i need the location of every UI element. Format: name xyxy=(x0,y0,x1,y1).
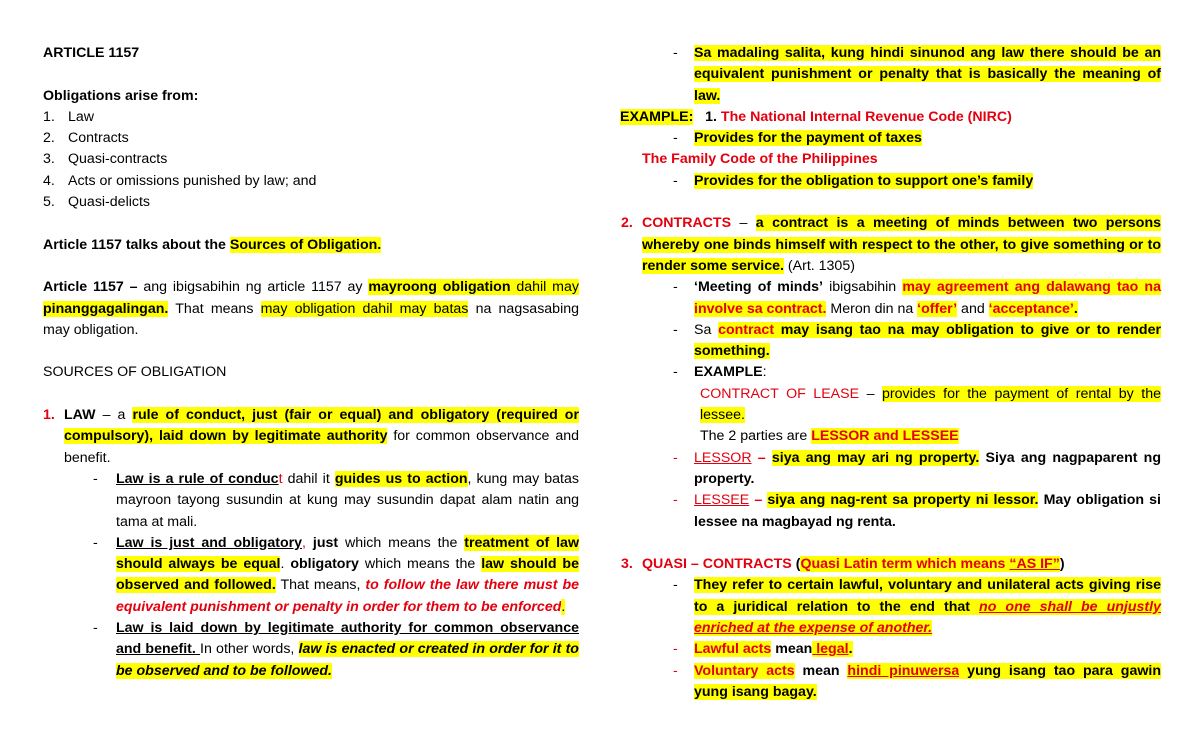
quasi-latin: Quasi Latin term which means xyxy=(800,556,1010,573)
b3-d: law is enacted or created in order for it to be observed and to be followed. xyxy=(116,641,579,679)
list-item xyxy=(43,107,579,128)
q2-b: mean xyxy=(771,641,813,658)
right-column xyxy=(621,43,1161,703)
list-item xyxy=(43,171,579,192)
law-definition-rest: for common observance and benefit. xyxy=(64,428,579,466)
article-definition xyxy=(43,277,579,341)
lessee-label: LESSEE xyxy=(694,492,750,509)
c3-a: EXAMPLE xyxy=(694,364,763,381)
c3-b: : xyxy=(762,364,767,381)
lessor-def: siya ang may ari ng property. xyxy=(771,449,980,466)
q1-b: no one shall be unjustly enriched at the expense of another. xyxy=(694,598,1161,637)
list-number: 1. xyxy=(43,108,55,125)
law-continuation xyxy=(621,43,1161,107)
def-f: That means xyxy=(168,300,261,317)
contracts-bullet-2 xyxy=(621,320,1161,363)
lessee-def: siya ang nag-rent sa property ni lessor. xyxy=(767,492,1039,509)
law-bullet-3 xyxy=(43,618,579,682)
b2-d: which means the xyxy=(338,534,465,551)
b2-h: which means the xyxy=(358,556,482,573)
quasi-paren-open: ( xyxy=(791,556,801,573)
def-b: ang ibigsabihin ng article 1157 ay xyxy=(137,279,369,296)
bullet-dash: - xyxy=(673,45,678,61)
q1-a: They refer to certain lawful, voluntary and unilateral acts giving rise to a juridical relation to the end that xyxy=(694,577,1161,615)
list-number: 2. xyxy=(43,130,55,147)
list-item xyxy=(43,149,579,170)
parties-text: The 2 parties are xyxy=(700,428,812,445)
example-line xyxy=(620,107,1161,128)
lessor-dash: – xyxy=(751,449,772,466)
bullet-dash: - xyxy=(673,364,678,381)
example-number: 1. xyxy=(705,108,717,125)
bullet-dash: - xyxy=(673,662,678,679)
b2-i: law should be observed and followed. xyxy=(116,556,579,594)
quasi-section xyxy=(621,554,1161,575)
b2-g: obligatory xyxy=(290,556,359,573)
bullet-dash: - xyxy=(673,130,678,147)
c1-h: . xyxy=(1073,300,1078,317)
q3-d: yung isang tao para gawin yung isang bagay. xyxy=(694,662,1161,700)
lease-dash: – xyxy=(859,385,882,402)
law-cont-text: Sa madaling salita, kung hindi sinunod ang law there should be an equivalent punishment or penalty that is basically the meaning of law. xyxy=(694,45,1161,104)
law-dash: – a xyxy=(95,407,133,424)
contracts-bullet-3 xyxy=(621,362,1161,383)
def-h: na nagsasabing may obligation. xyxy=(43,300,580,338)
bullet-dash: - xyxy=(673,641,678,658)
b2-k: to follow the law there must be equivalent punishment or penalty in order for them to be enforced xyxy=(116,577,580,615)
contracts-dash: – xyxy=(731,215,756,232)
quasi-bullet-2 xyxy=(621,639,1161,660)
c1-e: ‘offer’ xyxy=(917,300,958,317)
family-code-title: The Family Code of the Philippines xyxy=(642,151,878,168)
c2-b: contract xyxy=(718,321,775,338)
bullet-dash: - xyxy=(673,321,678,338)
bullet-dash: - xyxy=(673,172,678,189)
c2-c: may isang tao na may obligation to give or to render something. xyxy=(694,321,1161,360)
left-column xyxy=(43,43,579,682)
bullet-dash: - xyxy=(673,492,678,509)
c1-b: ibigsabihin xyxy=(822,279,903,296)
def-e: pinanggagalingan. xyxy=(43,300,169,317)
b2-f: . xyxy=(280,556,291,573)
bullet-dash: - xyxy=(673,577,678,594)
bullet-dash: - xyxy=(673,449,678,466)
list-number: 5. xyxy=(43,194,55,211)
list-text: Quasi-contracts xyxy=(68,151,168,168)
c1-d: Meron din na xyxy=(826,300,918,317)
b3-c: In other words, xyxy=(200,641,299,658)
quasi-bullet-3 xyxy=(621,661,1161,704)
family-note-text: Provides for the obligation to support one’s family xyxy=(694,172,1034,189)
nirc-note-text: Provides for the payment of taxes xyxy=(694,130,922,147)
contracts-section xyxy=(621,213,1161,277)
c2-a: Sa xyxy=(694,321,719,338)
b2-l: . xyxy=(561,598,566,615)
lease-label: CONTRACT OF LEASE xyxy=(700,385,860,402)
two-parties xyxy=(621,426,1161,447)
b2-b: , xyxy=(302,534,306,551)
law-section xyxy=(43,405,579,469)
lessor-rest: Siya ang nagpaparent ng property. xyxy=(694,449,1161,487)
list-text: Contracts xyxy=(68,130,129,147)
b2-e: treatment of law should always be equal xyxy=(116,534,579,573)
bullet-dash: - xyxy=(93,620,98,637)
family-note xyxy=(621,171,1161,192)
q2-a: Lawful acts xyxy=(694,641,772,658)
law-label: LAW xyxy=(64,407,96,424)
contracts-bullet-1 xyxy=(621,277,1161,320)
lessee-rest: May obligation si lessee na magbayad ng renta. xyxy=(694,492,1161,530)
quasi-number: 3. xyxy=(621,556,633,573)
lessor-bullet xyxy=(621,448,1161,491)
c1-f: and xyxy=(957,300,989,317)
contract-of-lease xyxy=(621,384,1161,427)
q2-d: . xyxy=(848,641,853,658)
list-item xyxy=(43,192,579,213)
b3-a: Law is laid down by legitimate authority for common observance and benefit. xyxy=(116,620,579,658)
c1-g: ‘acceptance’ xyxy=(988,300,1074,317)
b1-a: Law is a rule of conduc xyxy=(116,470,279,487)
quasi-as-if: “AS IF” xyxy=(1009,556,1060,573)
def-a: Article 1157 – xyxy=(43,279,138,296)
talks-text: Article 1157 talks about the xyxy=(43,236,230,253)
contracts-label: CONTRACTS xyxy=(642,215,732,232)
list-text: Law xyxy=(68,108,95,125)
contracts-definition: a contract is a meeting of minds between two persons whereby one binds himself with respect to the other, to give something or to render some service. xyxy=(642,215,1161,274)
lessee-bullet xyxy=(621,490,1161,533)
list-text: Acts or omissions punished by law; and xyxy=(68,172,317,189)
q2-c: legal xyxy=(812,641,849,658)
bullet-dash: - xyxy=(93,470,98,487)
b1-d: guides us to action xyxy=(334,470,468,487)
law-bullet-2 xyxy=(43,533,579,618)
q3-a: Voluntary acts xyxy=(694,662,795,679)
contracts-article: (Art. 1305) xyxy=(783,257,855,274)
nirc-title: The National Internal Revenue Code (NIRC) xyxy=(716,108,1012,125)
lease-text: provides for the payment of rental by the lessee. xyxy=(700,385,1161,424)
b2-j: That means, xyxy=(275,577,366,594)
b2-a: Law is just and obligatory xyxy=(116,534,303,551)
law-definition: rule of conduct, just (fair or equal) and obligatory (required or compulsory), laid down by legitimate authority xyxy=(64,407,579,445)
quasi-bullet-1 xyxy=(621,575,1161,639)
talks-highlight: Sources of Obligation. xyxy=(229,236,382,253)
list-number: 3. xyxy=(43,151,55,168)
q3-b: mean xyxy=(794,662,848,679)
c1-a: ‘Meeting of minds’ xyxy=(694,279,823,296)
b2-c: just xyxy=(305,534,339,551)
b1-b: t xyxy=(278,470,283,487)
nirc-note xyxy=(621,128,1161,149)
list-text: Quasi-delicts xyxy=(68,194,151,211)
example-label: EXAMPLE: xyxy=(620,108,694,125)
parties-highlight: LESSOR and LESSEE xyxy=(811,428,959,445)
def-c: mayroong obligation xyxy=(368,279,511,296)
contracts-number: 2. xyxy=(621,215,633,232)
sources-heading: SOURCES OF OBLIGATION xyxy=(43,364,227,381)
quasi-label: QUASI – CONTRACTS xyxy=(642,556,792,573)
article-title: ARTICLE 1157 xyxy=(43,45,140,61)
quasi-paren-close: ) xyxy=(1059,556,1065,573)
obligations-arise-heading: Obligations arise from: xyxy=(43,87,199,104)
def-g: may obligation dahil may batas xyxy=(260,300,469,317)
bullet-dash: - xyxy=(673,279,678,296)
list-number: 4. xyxy=(43,172,55,189)
law-number: 1. xyxy=(43,407,55,424)
list-item xyxy=(43,128,579,149)
law-bullet-1 xyxy=(43,469,579,533)
b1-e: , kung may batas mayroon tayong susundin at kung may susundin dapat alam natin ang tama at mali. xyxy=(116,470,579,530)
b1-c: dahil it xyxy=(282,470,335,487)
def-d: dahil may xyxy=(510,279,579,296)
article-talks-about xyxy=(43,235,579,256)
lessee-dash: – xyxy=(749,492,768,509)
q3-c: hindi pinuwersa xyxy=(847,662,960,679)
bullet-dash: - xyxy=(93,534,98,551)
c1-c: may agreement ang dalawang tao na involve sa contract. xyxy=(694,279,1161,317)
lessor-label: LESSOR xyxy=(694,449,752,466)
sources-list xyxy=(43,107,579,213)
